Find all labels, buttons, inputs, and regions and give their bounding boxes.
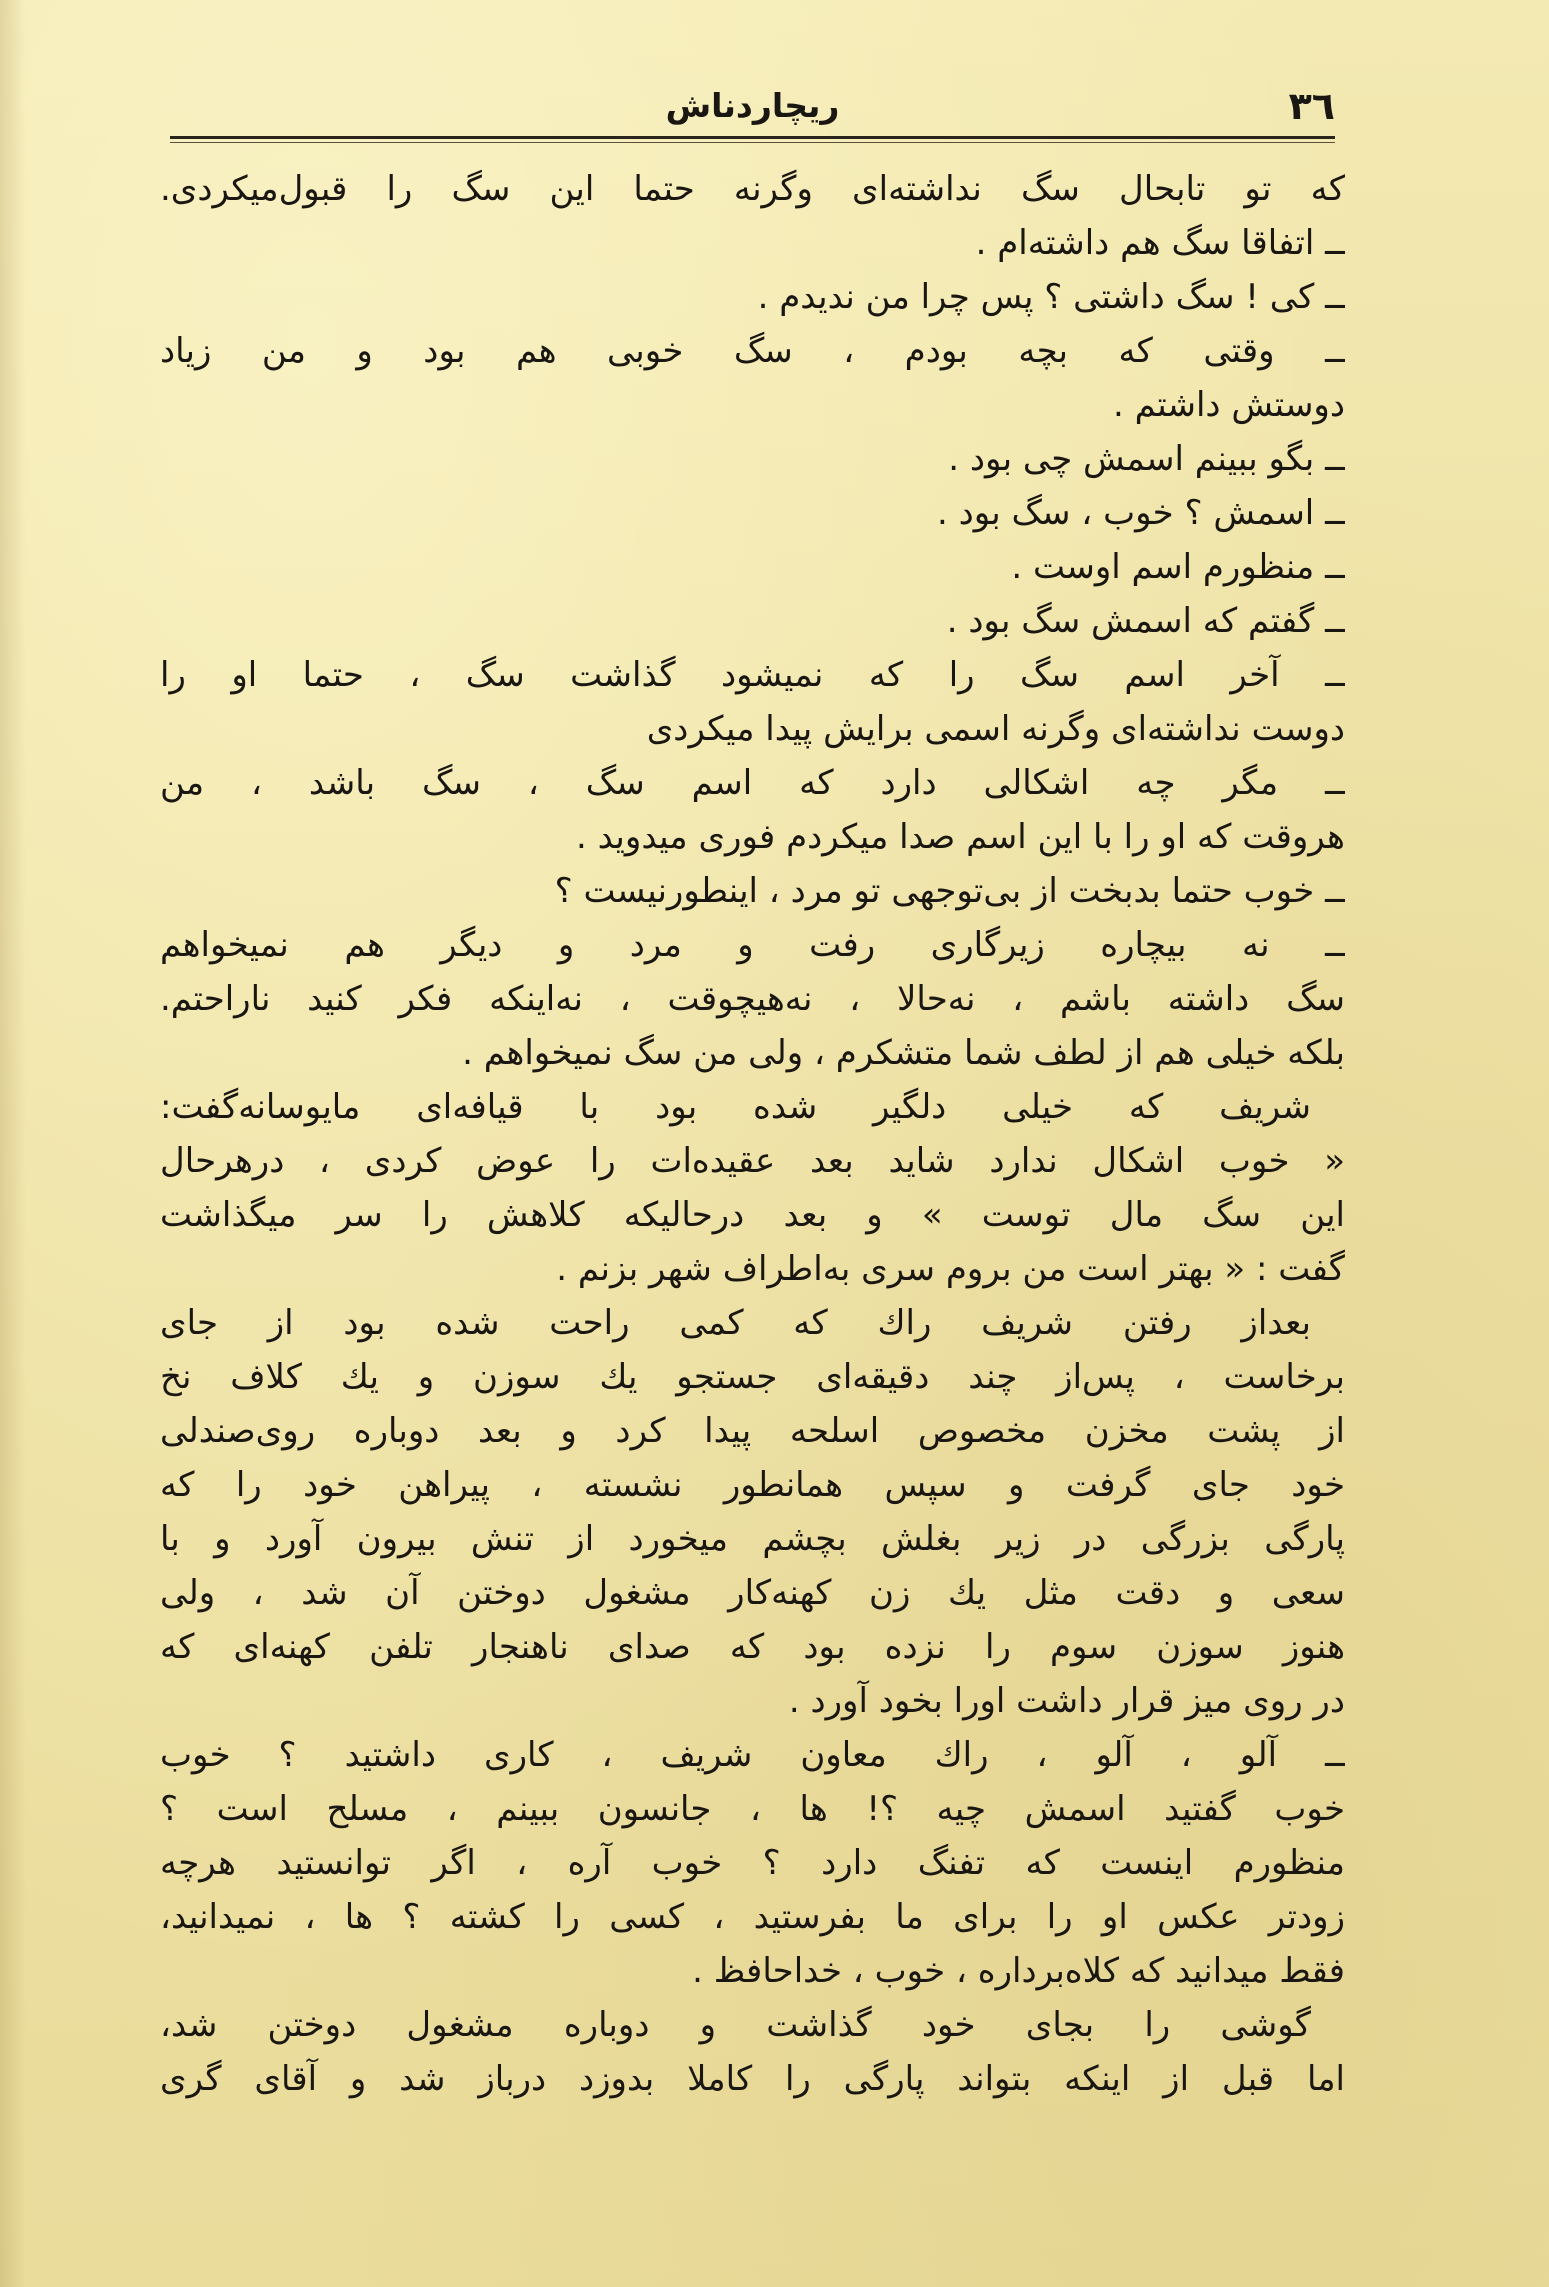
- text-line: خود جای گرفت و سپس همانطور نشسته ، پیراهن خود را که: [160, 1465, 1345, 1505]
- text-line: هنوز سوزن سوم را نزده بود که صدای ناهنجار تلفن کهنه‌ای که: [160, 1627, 1345, 1667]
- text-line: سعی و دقت مثل یك زن کهنه‌کار مشغول دوختن آن شد ، ولی: [160, 1573, 1345, 1613]
- text-line: گفت : « بهتر است من بروم سری به‌اطراف شهر بزنم .: [556, 1249, 1345, 1289]
- body-text: [160, 162, 1345, 2106]
- text-line: بعداز رفتن شریف راك که کمی راحت شده بود از جای: [160, 1303, 1311, 1343]
- text-line: ــ مگر چه اشکالی دارد که اسم سگ ، سگ باشد ، من: [160, 763, 1345, 803]
- text-line: از پشت مخزن مخصوص اسلحه پیدا کرد و بعد دوباره روی‌صندلی: [160, 1411, 1345, 1451]
- text-line: که تو تابحال سگ نداشته‌ای وگرنه حتما این سگ را قبول‌میکردی.: [160, 169, 1345, 209]
- text-line: خوب گفتید اسمش چیه ؟! ها ، جانسون ببینم ، مسلح است ؟: [160, 1789, 1345, 1829]
- text-line: این سگ مال توست » و بعد درحالیکه کلاهش را سر میگذاشت: [160, 1195, 1345, 1235]
- text-line: در روی میز قرار داشت اورا بخود آورد .: [788, 1681, 1345, 1721]
- text-line: ــ بگو ببینم اسمش چی بود .: [948, 439, 1345, 479]
- running-title: ریچاردناش: [665, 86, 840, 125]
- text-line: شریف که خیلی دلگیر شده بود با قیافه‌ای مایوسانه‌گفت:: [160, 1087, 1311, 1127]
- page-number: ٣٦: [1288, 84, 1335, 128]
- header-rule: [170, 136, 1335, 139]
- page-header: [170, 78, 1335, 134]
- header-rule-thin: [170, 142, 1335, 143]
- text-line: ــ کی ! سگ داشتی ؟ پس چرا من ندیدم .: [757, 277, 1345, 317]
- text-line: ــ گفتم که اسمش سگ بود .: [946, 601, 1345, 641]
- text-line: ــ وقتی که بچه بودم ، سگ خوبی هم بود و من زیاد: [160, 331, 1345, 371]
- text-line: دوستش داشتم .: [1112, 385, 1345, 425]
- text-line: ــ اتفاقا سگ هم داشته‌ام .: [975, 223, 1345, 263]
- text-line: هروقت که او را با این اسم صدا میکردم فوری میدوید .: [575, 817, 1345, 857]
- text-line: ــ اسمش ؟ خوب ، سگ بود .: [936, 493, 1345, 533]
- text-line: ــ آخر اسم سگ را که نمیشود گذاشت سگ ، حتما او را: [160, 655, 1345, 695]
- text-line: ــ منظورم اسم اوست .: [1011, 547, 1345, 587]
- text-line: دوست نداشته‌ای وگرنه اسمی برایش پیدا میکردی: [646, 709, 1345, 749]
- text-line: منظورم اینست که تفنگ دارد ؟ خوب آره ، اگر توانستید هرچه: [160, 1843, 1345, 1883]
- text-line: گوشی را بجای خود گذاشت و دوباره مشغول دوختن شد،: [160, 2005, 1311, 2045]
- text-line: اما قبل از اینکه بتواند پارگی را کاملا بدوزد درباز شد و آقای گری: [160, 2059, 1345, 2099]
- text-line: پارگی بزرگی در زیر بغلش بچشم میخورد از تنش بیرون آورد و با: [160, 1519, 1345, 1559]
- text-line: زودتر عکس او را برای ما بفرستید ، کسی را کشته ؟ ها ، نمیدانید،: [160, 1897, 1345, 1937]
- text-line: « خوب اشکال ندارد شاید بعد عقیده‌ات را عوض کردی ، درهرحال: [160, 1141, 1345, 1181]
- text-line: ــ نه بیچاره زیرگاری رفت و مرد و دیگر هم نمیخواهم: [160, 925, 1345, 965]
- text-line: ــ خوب حتما بدبخت از بی‌توجهی تو مرد ، اینطورنیست ؟: [554, 871, 1345, 911]
- text-line: فقط میدانید که کلاه‌برداره ، خوب ، خداحافظ .: [692, 1951, 1345, 1991]
- text-line: برخاست ، پس‌از چند دقیقه‌ای جستجو یك سوزن و یك کلاف نخ: [160, 1357, 1345, 1397]
- text-line: ــ آلو ، آلو ، راك معاون شریف ، کاری داشتید ؟ خوب: [160, 1735, 1345, 1775]
- text-line: بلکه خیلی هم از لطف شما متشکرم ، ولی من سگ نمیخواهم .: [462, 1033, 1345, 1073]
- text-line: سگ داشته باشم ، نه‌حالا ، نه‌هیچوقت ، نه‌اینکه فکر کنید ناراحتم.: [160, 979, 1345, 1019]
